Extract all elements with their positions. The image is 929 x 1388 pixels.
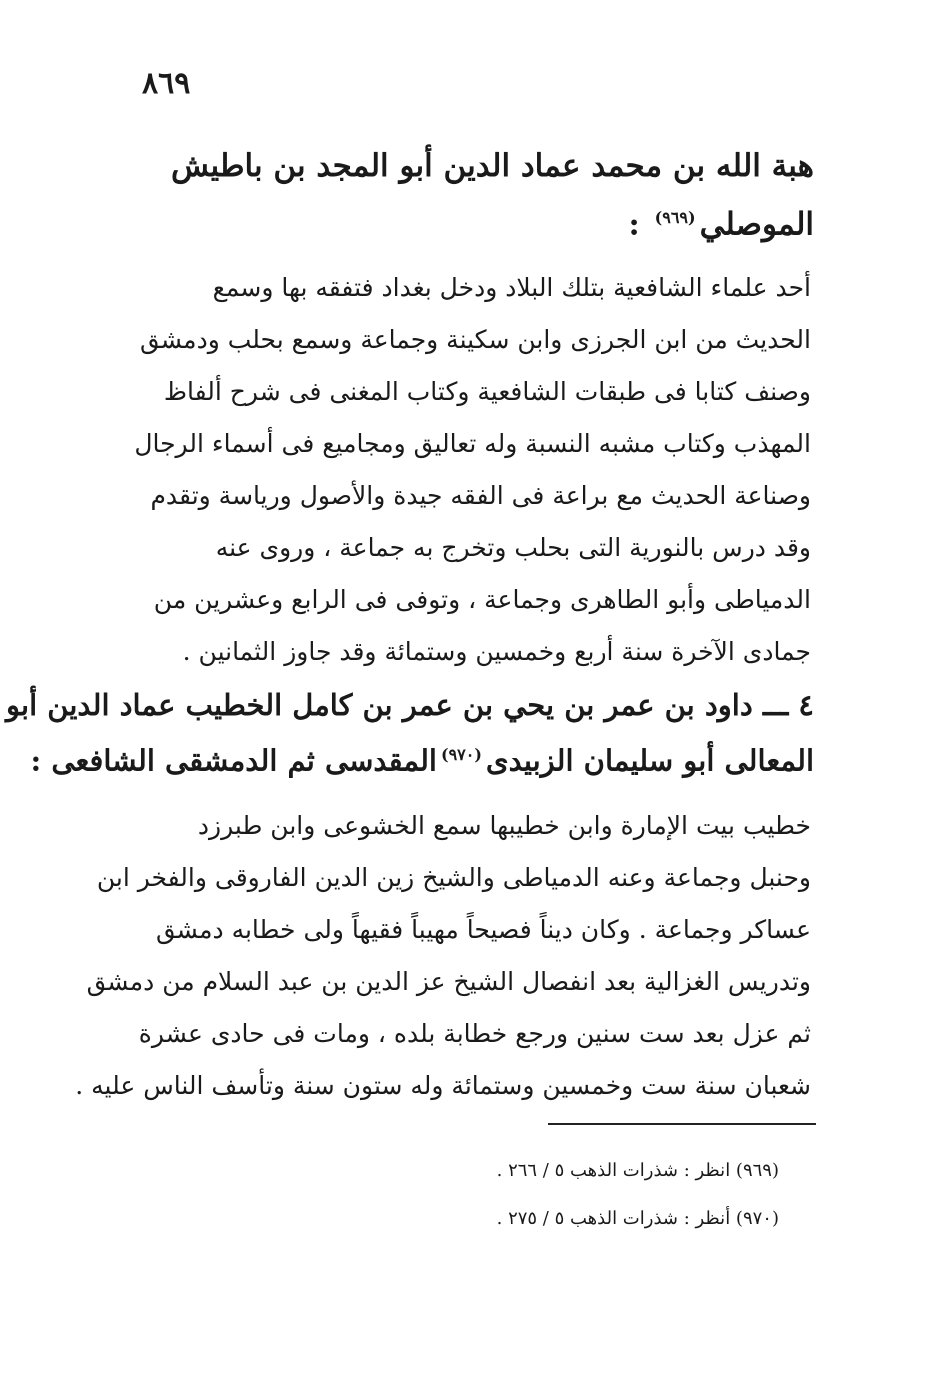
body-line: جمادى الآخرة سنة أربع وخمسين وستمائة وقد جاوز الثمانين . — [182, 637, 811, 666]
heading-colon: : — [628, 206, 640, 243]
heading-line — [30, 730, 814, 786]
body-line: الدمياطى وأبو الطاهرى وجماعة ، وتوفى فى الرابع وعشرين من — [153, 585, 811, 614]
footnote-reference: (٩٧٠) — [440, 745, 482, 764]
entry-heading — [6, 680, 814, 786]
body-line: ثم عزل بعد ست سنين ورجع خطابة بلده ، ومات فى حادى عشرة — [138, 1019, 811, 1048]
body-line: أحد علماء الشافعية بتلك البلاد ودخل بغداد فتفقه بها وسمع — [212, 273, 811, 302]
body-line: وقد درس بالنورية التى بحلب وتخرج به جماعة ، وروى عنه — [215, 533, 811, 562]
page-number: ٨٦٩ — [142, 66, 191, 101]
heading-line — [144, 192, 814, 250]
footnote-divider — [548, 1123, 816, 1125]
body-line: وتدريس الغزالية بعد انفصال الشيخ عز الدين بن عبد السلام من دمشق — [86, 967, 811, 996]
heading-line: هبة الله بن محمد عماد الدين أبو المجد بن باطيش — [170, 148, 814, 184]
footnote-reference: (٩٦٩) — [654, 208, 696, 227]
body-line: عساكر وجماعة . وكان ديناً فصيحاً مهيباً فقيهاً ولى خطابه دمشق — [155, 915, 811, 944]
entry-body — [75, 800, 811, 1112]
body-line: وصنف كتابا فى طبقات الشافعية وكتاب المغنى فى شرح ألفاظ — [163, 377, 811, 406]
body-line: شعبان سنة ست وخمسين وستمائة وله ستون سنة وتأسف الناس عليه . — [75, 1071, 811, 1100]
body-line: خطيب بيت الإمارة وابن خطيبها سمع الخشوعى وابن طبرزد — [197, 811, 811, 840]
heading-text: المعالى أبو سليمان الزبيدى — [485, 743, 814, 778]
heading-line: ٤ ـــ داود بن عمر بن يحي بن عمر بن كامل الخطيب عماد الدين أبو — [6, 688, 814, 722]
entry-heading — [144, 140, 814, 250]
heading-text: الموصلي — [699, 206, 814, 243]
entry-body — [134, 262, 811, 678]
body-line: وحنبل وجماعة وعنه الدمياطى والشيخ زين الدين الفاروقى والفخر ابن — [96, 863, 811, 892]
footnote: (٩٧٠) أنظر : شذرات الذهب ٥ / ٢٧٥ . — [496, 1208, 779, 1229]
footnote: (٩٦٩) انظر : شذرات الذهب ٥ / ٢٦٦ . — [496, 1160, 779, 1181]
heading-text: المقدسى ثم الدمشقى الشافعى : — [30, 743, 437, 778]
body-line: وصناعة الحديث مع براعة فى الفقه جيدة والأصول ورياسة وتقدم — [150, 481, 811, 510]
body-line: الحديث من ابن الجرزى وابن سكينة وجماعة وسمع بحلب ودمشق — [140, 325, 811, 354]
body-line: المهذب وكتاب مشبه النسبة وله تعاليق ومجاميع فى أسماء الرجال — [134, 429, 811, 458]
